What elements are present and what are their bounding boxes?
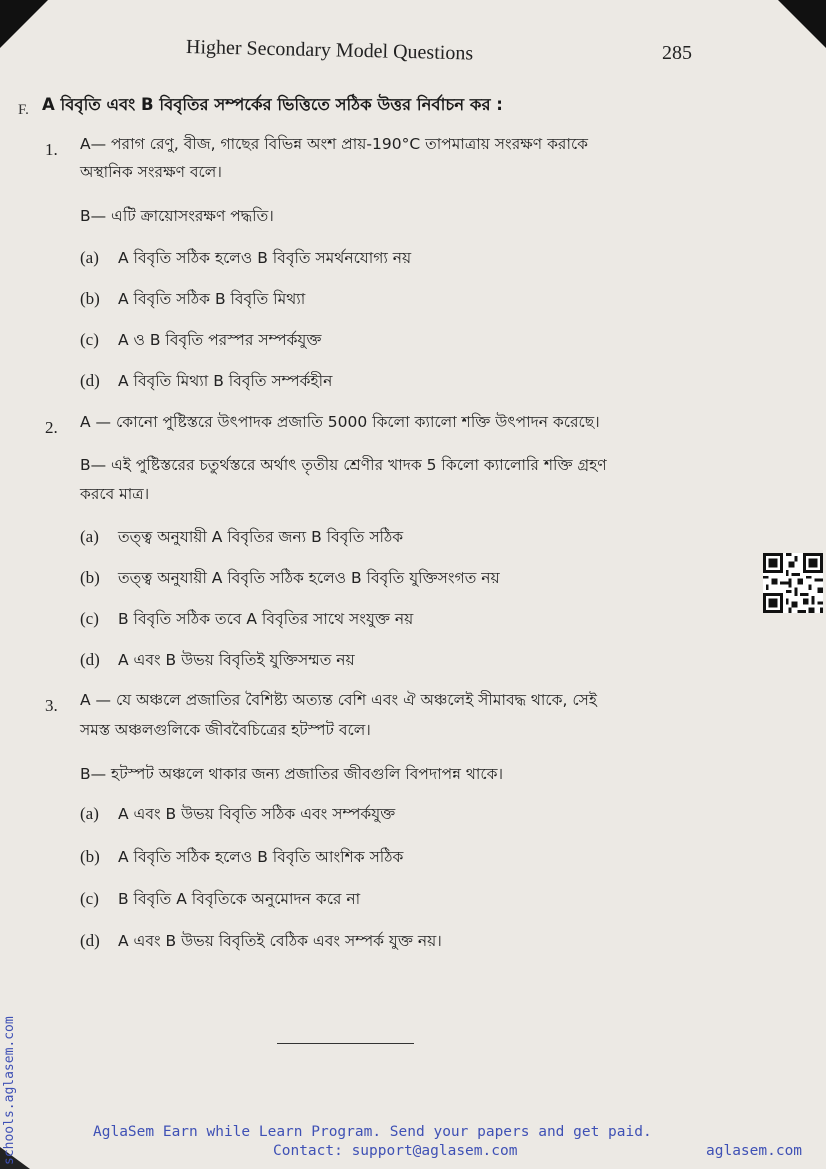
option-label: (d) bbox=[80, 371, 100, 390]
answer-option bbox=[80, 845, 403, 871]
answer-option bbox=[80, 887, 360, 913]
answer-option bbox=[80, 802, 395, 828]
answer-option bbox=[80, 648, 355, 674]
option-text: B বিবৃতি A বিবৃতিকে অনুমোদন করে না bbox=[118, 890, 361, 908]
option-label: (b) bbox=[80, 568, 100, 587]
section-letter: F. bbox=[18, 102, 29, 118]
question-statement-b: B— এই পুষ্টিস্তরের চতুর্থস্তরে অর্থাৎ তৃতীয় শ্রেণীর খাদক 5 কিলো ক্যালোরি শক্তি গ্রহণ bbox=[80, 456, 607, 474]
end-divider bbox=[277, 1043, 414, 1044]
question-statement-a: A — কোনো পুষ্টিস্তরে উৎপাদক প্রজাতি 5000 কিলো ক্যালো শক্তি উৎপাদন করেছে। bbox=[80, 413, 600, 431]
option-label: (c) bbox=[80, 330, 99, 349]
answer-option bbox=[80, 287, 305, 313]
option-text: তত্ত্ব অনুযায়ী A বিবৃতির জন্য B বিবৃতি সঠিক bbox=[118, 528, 404, 546]
section-instruction: A বিবৃতি এবং B বিবৃতির সম্পর্কের ভিত্তিতে সঠিক উত্তর নির্বাচন কর : bbox=[42, 95, 503, 114]
page-number: 285 bbox=[662, 42, 692, 64]
answer-option bbox=[80, 566, 500, 592]
option-text: A বিবৃতি সঠিক হলেও B বিবৃতি আংশিক সঠিক bbox=[118, 848, 404, 866]
option-label: (d) bbox=[80, 650, 100, 669]
option-label: (a) bbox=[80, 527, 99, 546]
option-text: A এবং B উভয় বিবৃতি সঠিক এবং সম্পর্কযুক্ত bbox=[118, 805, 396, 823]
option-text: A বিবৃতি সঠিক হলেও B বিবৃতি সমর্থনযোগ্য নয় bbox=[118, 249, 412, 267]
option-text: A ও B বিবৃতি পরস্পর সম্পর্কযুক্ত bbox=[118, 331, 322, 349]
footer-site-link[interactable]: aglasem.com bbox=[706, 1143, 803, 1159]
answer-option bbox=[80, 607, 413, 633]
option-text: B বিবৃতি সঠিক তবে A বিবৃতির সাথে সংযুক্ত নয় bbox=[118, 610, 414, 628]
answer-option bbox=[80, 369, 332, 395]
option-text: A এবং B উভয় বিবৃতিই যুক্তিসম্মত নয় bbox=[118, 651, 355, 669]
option-label: (b) bbox=[80, 289, 100, 308]
option-text: A এবং B উভয় বিবৃতিই বেঠিক এবং সম্পর্ক যুক্ত নয়। bbox=[118, 932, 442, 950]
question-statement-a: A— পরাগ রেণু, বীজ, গাছের বিভিন্ন অংশ প্রায়-190°C তাপমাত্রায় সংরক্ষণ করাকে bbox=[80, 135, 589, 153]
question-number: 2. bbox=[45, 418, 58, 437]
option-label: (a) bbox=[80, 804, 99, 823]
question-statement-a: অস্থানিক সংরক্ষণ বলে। bbox=[80, 163, 222, 181]
option-label: (d) bbox=[80, 931, 100, 950]
footer-contact[interactable]: Contact: support@aglasem.com bbox=[273, 1143, 518, 1159]
side-watermark: schools.aglasem.com bbox=[2, 1016, 17, 1165]
option-label: (b) bbox=[80, 847, 100, 866]
question-number: 3. bbox=[45, 696, 58, 715]
question-statement-b: B— এটি ক্রায়োসংরক্ষণ পদ্ধতি। bbox=[80, 207, 274, 225]
answer-option bbox=[80, 525, 403, 551]
option-label: (a) bbox=[80, 248, 99, 267]
question-statement-b: করবে মাত্র। bbox=[80, 485, 150, 503]
footer-watermark-line1: AglaSem Earn while Learn Program. Send your papers and get paid. bbox=[93, 1124, 652, 1140]
option-text: তত্ত্ব অনুযায়ী A বিবৃতি সঠিক হলেও B বিবৃতি যুক্তিসংগত নয় bbox=[118, 569, 500, 587]
page-corner-shadow bbox=[778, 0, 826, 48]
option-label: (c) bbox=[80, 609, 99, 628]
question-statement-a: সমস্ত অঞ্চলগুলিকে জীববৈচিত্রের হটস্পট বলে। bbox=[80, 721, 371, 739]
page-header-title: Higher Secondary Model Questions bbox=[185, 36, 474, 65]
answer-option bbox=[80, 328, 321, 354]
option-label: (c) bbox=[80, 889, 99, 908]
question-statement-b: B— হটস্পট অঞ্চলে থাকার জন্য প্রজাতির জীবগুলি বিপদাপন্ন থাকে। bbox=[80, 765, 504, 783]
qr-code-icon bbox=[763, 553, 823, 613]
answer-option bbox=[80, 246, 411, 272]
answer-option bbox=[80, 929, 442, 955]
option-text: A বিবৃতি মিথ্যা B বিবৃতি সম্পর্কহীন bbox=[118, 372, 333, 390]
page-corner-shadow bbox=[0, 0, 48, 48]
question-statement-a: A — যে অঞ্চলে প্রজাতির বৈশিষ্ট্য অত্যন্ত বেশি এবং ঐ অঞ্চলেই সীমাবদ্ধ থাকে, সেই bbox=[80, 691, 597, 709]
option-text: A বিবৃতি সঠিক B বিবৃতি মিথ্যা bbox=[118, 290, 306, 308]
question-number: 1. bbox=[45, 140, 58, 159]
